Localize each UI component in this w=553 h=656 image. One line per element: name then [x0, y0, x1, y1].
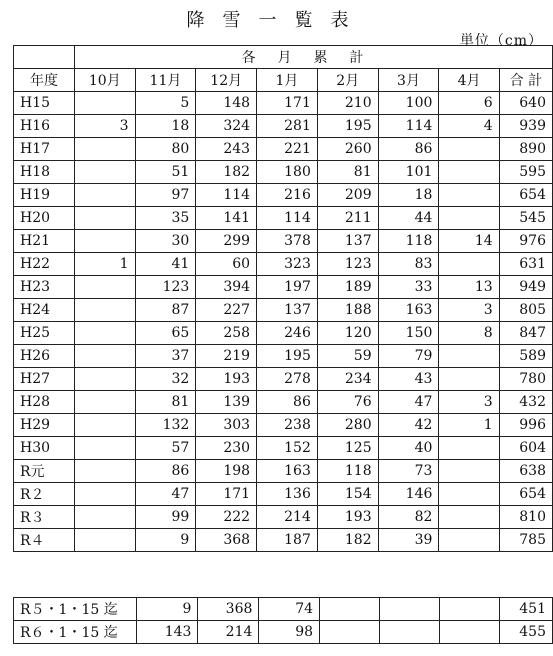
value-cell: 146: [378, 483, 439, 506]
table-row: [14, 414, 553, 437]
year-cell: H28: [14, 391, 75, 414]
value-cell: [379, 621, 439, 644]
table-row: [14, 598, 553, 621]
value-cell: [439, 253, 499, 276]
value-cell: 6: [439, 92, 499, 115]
value-cell: 47: [135, 483, 196, 506]
value-cell: [439, 483, 499, 506]
value-cell: 890: [499, 138, 552, 161]
table-row: [14, 368, 553, 391]
value-cell: 238: [257, 414, 318, 437]
value-cell: 187: [257, 529, 318, 552]
value-cell: 545: [499, 207, 552, 230]
year-cell: H15: [14, 92, 75, 115]
value-cell: 638: [499, 460, 552, 483]
value-cell: [320, 621, 380, 644]
value-cell: 455: [499, 621, 552, 644]
year-cell: H18: [14, 161, 75, 184]
value-cell: 97: [135, 184, 196, 207]
value-cell: 83: [378, 253, 439, 276]
year-cell: R２: [14, 483, 75, 506]
table-row: [14, 161, 553, 184]
value-cell: 227: [196, 299, 257, 322]
value-cell: 451: [499, 598, 552, 621]
value-cell: 195: [257, 345, 318, 368]
value-cell: 51: [135, 161, 196, 184]
value-cell: 211: [317, 207, 378, 230]
value-cell: 193: [196, 368, 257, 391]
value-cell: 214: [198, 621, 259, 644]
value-cell: [75, 368, 136, 391]
value-cell: 125: [317, 437, 378, 460]
value-cell: 171: [196, 483, 257, 506]
value-cell: 47: [378, 391, 439, 414]
value-cell: [75, 207, 136, 230]
value-cell: 785: [499, 529, 552, 552]
value-cell: 180: [257, 161, 318, 184]
value-cell: [75, 460, 136, 483]
value-cell: [439, 460, 499, 483]
value-cell: 137: [317, 230, 378, 253]
value-cell: 81: [317, 161, 378, 184]
value-cell: 152: [257, 437, 318, 460]
value-cell: 86: [257, 391, 318, 414]
value-cell: [75, 529, 136, 552]
value-cell: 136: [257, 483, 318, 506]
value-cell: [439, 161, 499, 184]
year-cell: H23: [14, 276, 75, 299]
value-cell: 74: [259, 598, 320, 621]
value-cell: 123: [135, 276, 196, 299]
value-cell: 188: [317, 299, 378, 322]
value-cell: 214: [257, 506, 318, 529]
value-cell: [75, 506, 136, 529]
year-cell: H26: [14, 345, 75, 368]
value-cell: [75, 437, 136, 460]
value-cell: 197: [257, 276, 318, 299]
value-cell: 780: [499, 368, 552, 391]
table-row: [14, 299, 553, 322]
value-cell: 33: [378, 276, 439, 299]
value-cell: 139: [196, 391, 257, 414]
column-header: 年度: [14, 69, 75, 92]
value-cell: 810: [499, 506, 552, 529]
value-cell: 3: [75, 115, 136, 138]
value-cell: 189: [317, 276, 378, 299]
value-cell: 100: [378, 92, 439, 115]
value-cell: 137: [257, 299, 318, 322]
value-cell: 65: [135, 322, 196, 345]
year-cell: H17: [14, 138, 75, 161]
value-cell: 246: [257, 322, 318, 345]
value-cell: 260: [317, 138, 378, 161]
table-row: [14, 506, 553, 529]
value-cell: [75, 322, 136, 345]
column-header: 合 計: [499, 69, 552, 92]
value-cell: 171: [257, 92, 318, 115]
table-row: [14, 529, 553, 552]
value-cell: 949: [499, 276, 552, 299]
value-cell: 43: [378, 368, 439, 391]
value-cell: [379, 598, 439, 621]
value-cell: 118: [378, 230, 439, 253]
year-cell: H27: [14, 368, 75, 391]
value-cell: 57: [135, 437, 196, 460]
value-cell: 939: [499, 115, 552, 138]
value-cell: 76: [317, 391, 378, 414]
value-cell: 123: [317, 253, 378, 276]
corner-cell: [14, 46, 75, 69]
value-cell: 1: [75, 253, 136, 276]
current-season-table: [13, 597, 553, 644]
year-cell: R４: [14, 529, 75, 552]
year-cell: H21: [14, 230, 75, 253]
column-header: 11月: [135, 69, 196, 92]
value-cell: 278: [257, 368, 318, 391]
year-cell: H30: [14, 437, 75, 460]
value-cell: 243: [196, 138, 257, 161]
value-cell: [439, 621, 499, 644]
snowfall-table: [13, 45, 553, 552]
value-cell: 805: [499, 299, 552, 322]
value-cell: 640: [499, 92, 552, 115]
table-row: [14, 92, 553, 115]
table-row: [14, 621, 553, 644]
value-cell: 303: [196, 414, 257, 437]
column-header: 2月: [317, 69, 378, 92]
table-row: [14, 207, 553, 230]
value-cell: 604: [499, 437, 552, 460]
value-cell: 32: [135, 368, 196, 391]
value-cell: 195: [317, 115, 378, 138]
value-cell: 44: [378, 207, 439, 230]
value-cell: 996: [499, 414, 552, 437]
year-cell: H20: [14, 207, 75, 230]
value-cell: [75, 184, 136, 207]
value-cell: 9: [135, 529, 196, 552]
year-cell: H29: [14, 414, 75, 437]
value-cell: [439, 207, 499, 230]
value-cell: 4: [439, 115, 499, 138]
value-cell: 182: [196, 161, 257, 184]
value-cell: 114: [378, 115, 439, 138]
value-cell: 589: [499, 345, 552, 368]
value-cell: 280: [317, 414, 378, 437]
value-cell: 40: [378, 437, 439, 460]
value-cell: 132: [135, 414, 196, 437]
column-header: 4月: [439, 69, 499, 92]
value-cell: 182: [317, 529, 378, 552]
value-cell: 8: [439, 322, 499, 345]
year-cell: H25: [14, 322, 75, 345]
value-cell: 5: [135, 92, 196, 115]
value-cell: 234: [317, 368, 378, 391]
value-cell: 18: [378, 184, 439, 207]
value-cell: [439, 437, 499, 460]
value-cell: 216: [257, 184, 318, 207]
value-cell: 37: [135, 345, 196, 368]
value-cell: [439, 368, 499, 391]
value-cell: 148: [196, 92, 257, 115]
value-cell: 654: [499, 184, 552, 207]
value-cell: 163: [378, 299, 439, 322]
value-cell: 114: [196, 184, 257, 207]
column-header: 10月: [75, 69, 136, 92]
value-cell: 219: [196, 345, 257, 368]
value-cell: 432: [499, 391, 552, 414]
year-cell: H19: [14, 184, 75, 207]
value-cell: 150: [378, 322, 439, 345]
value-cell: [75, 414, 136, 437]
value-cell: 14: [439, 230, 499, 253]
value-cell: 18: [135, 115, 196, 138]
value-cell: 59: [317, 345, 378, 368]
value-cell: 141: [196, 207, 257, 230]
value-cell: 595: [499, 161, 552, 184]
value-cell: 154: [317, 483, 378, 506]
value-cell: 13: [439, 276, 499, 299]
value-cell: 99: [135, 506, 196, 529]
value-cell: 631: [499, 253, 552, 276]
value-cell: 368: [196, 529, 257, 552]
value-cell: 210: [317, 92, 378, 115]
table-row: [14, 115, 553, 138]
value-cell: 120: [317, 322, 378, 345]
value-cell: 299: [196, 230, 257, 253]
period-cell: R６・1・15 迄: [14, 621, 137, 644]
value-cell: 368: [198, 598, 259, 621]
value-cell: 82: [378, 506, 439, 529]
value-cell: 221: [257, 138, 318, 161]
value-cell: [75, 345, 136, 368]
table-row: [14, 276, 553, 299]
table-row: [14, 345, 553, 368]
value-cell: [75, 483, 136, 506]
value-cell: 394: [196, 276, 257, 299]
value-cell: 281: [257, 115, 318, 138]
value-cell: 3: [439, 299, 499, 322]
unit-label: 単位（cm）: [459, 33, 543, 49]
value-cell: 378: [257, 230, 318, 253]
monthly-cumulative-header: 各月累計: [75, 46, 553, 69]
value-cell: 80: [135, 138, 196, 161]
value-cell: 1: [439, 414, 499, 437]
table-row: [14, 184, 553, 207]
table-row: [14, 483, 553, 506]
value-cell: 39: [378, 529, 439, 552]
value-cell: [75, 138, 136, 161]
table-row: [14, 391, 553, 414]
value-cell: 324: [196, 115, 257, 138]
value-cell: 118: [317, 460, 378, 483]
year-cell: H24: [14, 299, 75, 322]
value-cell: [439, 598, 499, 621]
value-cell: 143: [137, 621, 198, 644]
value-cell: 35: [135, 207, 196, 230]
value-cell: [75, 391, 136, 414]
value-cell: 79: [378, 345, 439, 368]
table-row: [14, 460, 553, 483]
value-cell: 193: [317, 506, 378, 529]
table-row: [14, 322, 553, 345]
value-cell: [75, 161, 136, 184]
table-row: [14, 230, 553, 253]
period-cell: R５・1・15 迄: [14, 598, 137, 621]
value-cell: 230: [196, 437, 257, 460]
value-cell: 87: [135, 299, 196, 322]
value-cell: 323: [257, 253, 318, 276]
value-cell: 60: [196, 253, 257, 276]
value-cell: 30: [135, 230, 196, 253]
value-cell: 9: [137, 598, 198, 621]
table-row: [14, 253, 553, 276]
table-row: [14, 437, 553, 460]
value-cell: 73: [378, 460, 439, 483]
year-cell: R元: [14, 460, 75, 483]
value-cell: 847: [499, 322, 552, 345]
value-cell: [75, 230, 136, 253]
value-cell: [320, 598, 380, 621]
value-cell: [439, 184, 499, 207]
value-cell: 198: [196, 460, 257, 483]
value-cell: 98: [259, 621, 320, 644]
column-header: 1月: [257, 69, 318, 92]
value-cell: 222: [196, 506, 257, 529]
table-row: [14, 138, 553, 161]
value-cell: [439, 506, 499, 529]
page-title: 降雪一覧表: [186, 10, 367, 31]
year-cell: H16: [14, 115, 75, 138]
value-cell: 3: [439, 391, 499, 414]
value-cell: 976: [499, 230, 552, 253]
value-cell: [75, 276, 136, 299]
value-cell: 654: [499, 483, 552, 506]
column-header: 12月: [196, 69, 257, 92]
value-cell: 101: [378, 161, 439, 184]
value-cell: 163: [257, 460, 318, 483]
value-cell: [75, 92, 136, 115]
value-cell: 114: [257, 207, 318, 230]
value-cell: 42: [378, 414, 439, 437]
value-cell: 258: [196, 322, 257, 345]
value-cell: 81: [135, 391, 196, 414]
value-cell: 209: [317, 184, 378, 207]
year-cell: H22: [14, 253, 75, 276]
value-cell: [439, 138, 499, 161]
value-cell: 86: [135, 460, 196, 483]
year-cell: R３: [14, 506, 75, 529]
value-cell: [439, 529, 499, 552]
value-cell: [439, 345, 499, 368]
value-cell: 86: [378, 138, 439, 161]
value-cell: 41: [135, 253, 196, 276]
value-cell: [75, 299, 136, 322]
column-header: 3月: [378, 69, 439, 92]
